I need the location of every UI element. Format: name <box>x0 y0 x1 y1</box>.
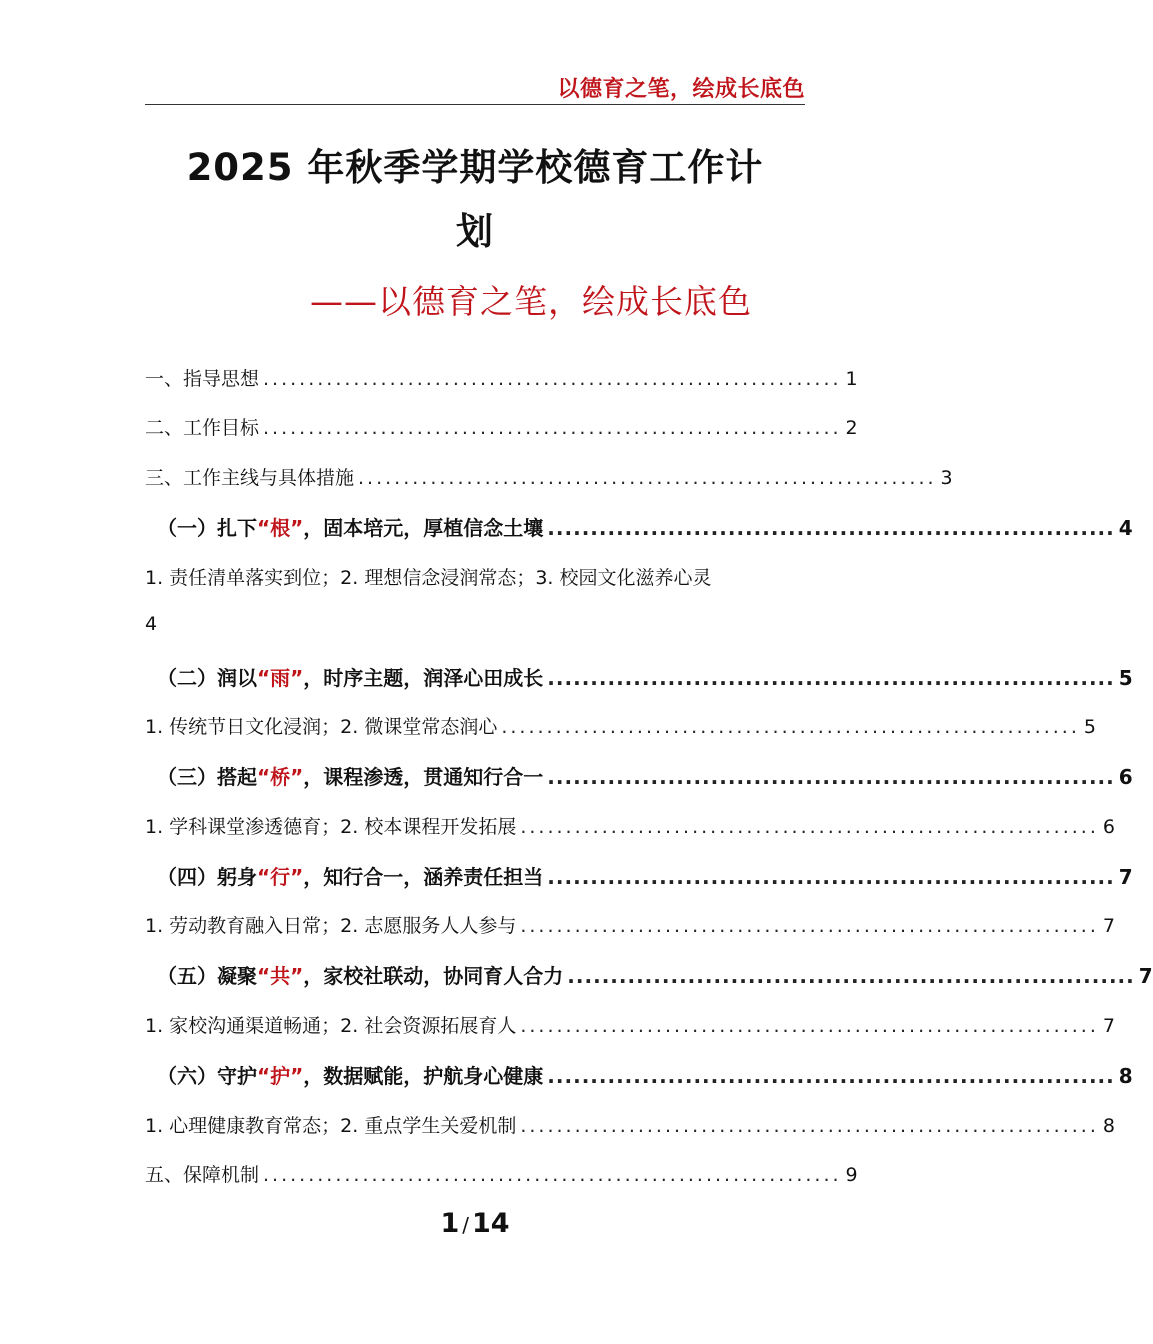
toc-entry-work-goals[interactable] <box>145 413 858 440</box>
toc-subitems-text: 1. 责任清单落实到位；2. 理想信念浸润常态；3. 校园文化滋养心灵 <box>145 567 712 589</box>
page-number-footer <box>0 1208 950 1239</box>
toc-subitems-action[interactable] <box>145 911 1115 938</box>
toc-section-text: （四）躬身“行”，知行合一，涵养责任担当 <box>157 865 544 889</box>
toc-leader-dots: ................................................................ <box>520 915 1099 937</box>
toc-section-text: （一）扎下“根”，固本培元，厚植信念土壤 <box>157 516 544 540</box>
title-line-2: 划 <box>456 210 494 253</box>
toc-keyword: “共” <box>257 964 304 988</box>
toc-subitems-rain[interactable] <box>145 712 1096 739</box>
toc-leader-dots: ................................................................ <box>520 1115 1099 1137</box>
toc-entry-safeguards[interactable] <box>145 1160 858 1187</box>
toc-section-text: （五）凝聚“共”，家校社联动，协同育人合力 <box>157 964 564 988</box>
header-text: 以德育之笔，绘成长底色 <box>557 77 805 102</box>
toc-page-number: 7 <box>1102 1015 1115 1037</box>
page-subtitle: ——以德育之笔，绘成长底色 <box>310 282 752 321</box>
toc-subitems-text: 1. 心理健康教育常态；2. 重点学生关爱机制 <box>145 1115 517 1137</box>
toc-leader-dots: .................................................................. <box>547 516 1115 540</box>
toc-page-number: 9 <box>845 1164 858 1186</box>
toc-section-text: （六）守护“护”，数据赋能，护航身心健康 <box>157 1064 544 1088</box>
toc-entry-text: 三、工作主线与具体措施 <box>145 467 355 489</box>
toc-subitems-protect[interactable] <box>145 1111 1115 1138</box>
toc-entry-guiding-thought[interactable] <box>145 364 858 391</box>
toc-leader-dots: ................................................................ <box>520 1015 1099 1037</box>
toc-leader-dots: .................................................................. <box>547 1064 1115 1088</box>
toc-entry-text: 二、工作目标 <box>145 417 260 439</box>
toc-page-number: 4 <box>1118 516 1133 540</box>
toc-keyword: “护” <box>257 1064 304 1088</box>
toc-subitems-together[interactable] <box>145 1011 1115 1038</box>
toc-leader-dots: ................................................................ <box>263 417 842 439</box>
toc-leader-dots: .................................................................. <box>567 964 1135 988</box>
page-separator: / <box>462 1213 469 1237</box>
toc-subitems-bridge[interactable] <box>145 812 1115 839</box>
toc-leader-dots: ................................................................ <box>263 368 842 390</box>
toc-keyword: “根” <box>257 516 304 540</box>
toc-section-root[interactable] <box>157 512 1133 541</box>
toc-page-number: 7 <box>1138 964 1153 988</box>
toc-entry-main-line-measures[interactable] <box>145 463 953 490</box>
toc-page-number: 6 <box>1102 816 1115 838</box>
toc-subitems-text: 1. 学科课堂渗透德育；2. 校本课程开发拓展 <box>145 816 517 838</box>
toc-page-number: 1 <box>845 368 858 390</box>
toc-subitems-text: 1. 家校沟通渠道畅通；2. 社会资源拓展育人 <box>145 1015 517 1037</box>
toc-leader-dots: .................................................................. <box>547 765 1115 789</box>
toc-page-number: 5 <box>1118 666 1133 690</box>
toc-leader-dots: ................................................................ <box>263 1164 842 1186</box>
toc-subitems-text: 1. 劳动教育融入日常；2. 志愿服务人人参与 <box>145 915 517 937</box>
toc-section-together[interactable] <box>157 960 1153 989</box>
toc-page-number: 4 <box>145 613 158 635</box>
toc-entry-text: 一、指导思想 <box>145 368 260 390</box>
toc-section-action[interactable] <box>157 861 1133 890</box>
current-page: 1 <box>440 1208 460 1239</box>
toc-page-number: 7 <box>1118 865 1133 889</box>
toc-page-number: 5 <box>1083 716 1096 738</box>
title-line-1: 2025 年秋季学期学校德育工作计 <box>186 146 764 189</box>
toc-leader-dots: ................................................................ <box>358 467 937 489</box>
toc-page-number: 6 <box>1118 765 1133 789</box>
toc-subitems-root[interactable] <box>145 563 712 590</box>
toc-keyword: “雨” <box>257 666 304 690</box>
toc-section-protect[interactable] <box>157 1060 1133 1089</box>
toc-section-text: （二）润以“雨”，时序主题，润泽心田成长 <box>157 666 544 690</box>
toc-page-number: 2 <box>845 417 858 439</box>
toc-section-bridge[interactable] <box>157 761 1133 790</box>
toc-leader-dots: ................................................................ <box>520 816 1099 838</box>
toc-page-number: 8 <box>1102 1115 1115 1137</box>
toc-page-number: 8 <box>1118 1064 1133 1088</box>
toc-leader-dots: .................................................................. <box>547 666 1115 690</box>
header-rule <box>145 104 805 105</box>
toc-leader-dots: ................................................................ <box>501 716 1080 738</box>
toc-leader-dots: .................................................................. <box>547 865 1115 889</box>
page-title <box>145 136 805 264</box>
toc-subitems-text: 1. 传统节日文化浸润；2. 微课堂常态润心 <box>145 716 498 738</box>
toc-keyword: “行” <box>257 865 304 889</box>
toc-page-number: 3 <box>940 467 953 489</box>
toc-entry-text: 五、保障机制 <box>145 1164 260 1186</box>
toc-section-text: （三）搭起“桥”，课程渗透，贯通知行合一 <box>157 765 544 789</box>
toc-keyword: “桥” <box>257 765 304 789</box>
total-pages: 14 <box>471 1208 510 1239</box>
toc-subitems-root-page <box>145 613 157 635</box>
toc-section-rain[interactable] <box>157 662 1133 691</box>
toc-page-number: 7 <box>1102 915 1115 937</box>
